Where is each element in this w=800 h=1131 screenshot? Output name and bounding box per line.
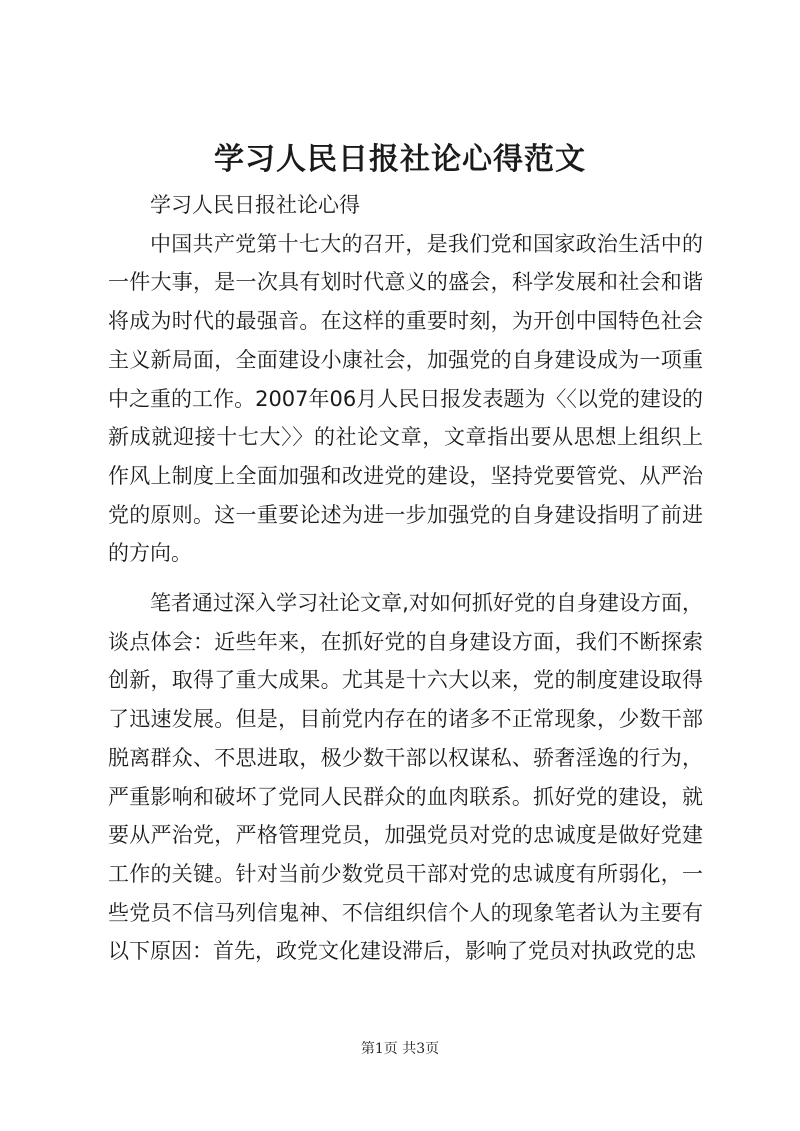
body-paragraph: 笔者通过深入学习社论文章,对如何抓好党的自身建设方面，谈点体会：近些年来，在抓好党的自身建设方面，我们不断探索创新，取得了重大成果。尤其是十六大以来，党的制度建设取得了迅速发展。但是，目前党内存在的诸多不正常现象，少数干部脱离群众、不思进取，极少数干部以权谋私、骄奢淫逸的行为，严重影响和破坏了党同人民群众的血肉联系。抓好党的建设，就要从严治党，严格管理党员，加强党员对党的忠诚度是做好党建工作的关键。针对当前少数党员干部对党的忠诚度有所弱化，一些党员不信马列信鬼神、不信组织信个人的现象笔者认为主要有以下原因：首先，政党文化建设滞后，影响了党员对执政党的忠	[108, 591, 703, 964]
document-title: 学习人民日报社论心得范文	[214, 142, 586, 177]
page-footer: 第1页 共3页	[360, 1041, 440, 1057]
document-body	[108, 186, 703, 971]
body-paragraph-subtitle: 学习人民日报社论心得	[150, 193, 360, 217]
body-paragraph: 中国共产党第十七大的召开，是我们党和国家政治生活中的一件大事，是一次具有划时代意义的盛会，科学发展和社会和谐将成为时代的最强音。在这样的重要时刻，为开创中国特色社会主义新局面，全面建设小康社会，加强党的自身建设成为一项重中之重的工作。2007年06月人民日报发表题为〈〈以党的建设的新成就迎接十七大〉〉的社论文章，文章指出要从思想上组织上作风上制度上全面加强和改进党的建设，坚持党要管党、从严治党的原则。这一重要论述为进一步加强党的自身建设指明了前进的方向。	[108, 231, 703, 566]
